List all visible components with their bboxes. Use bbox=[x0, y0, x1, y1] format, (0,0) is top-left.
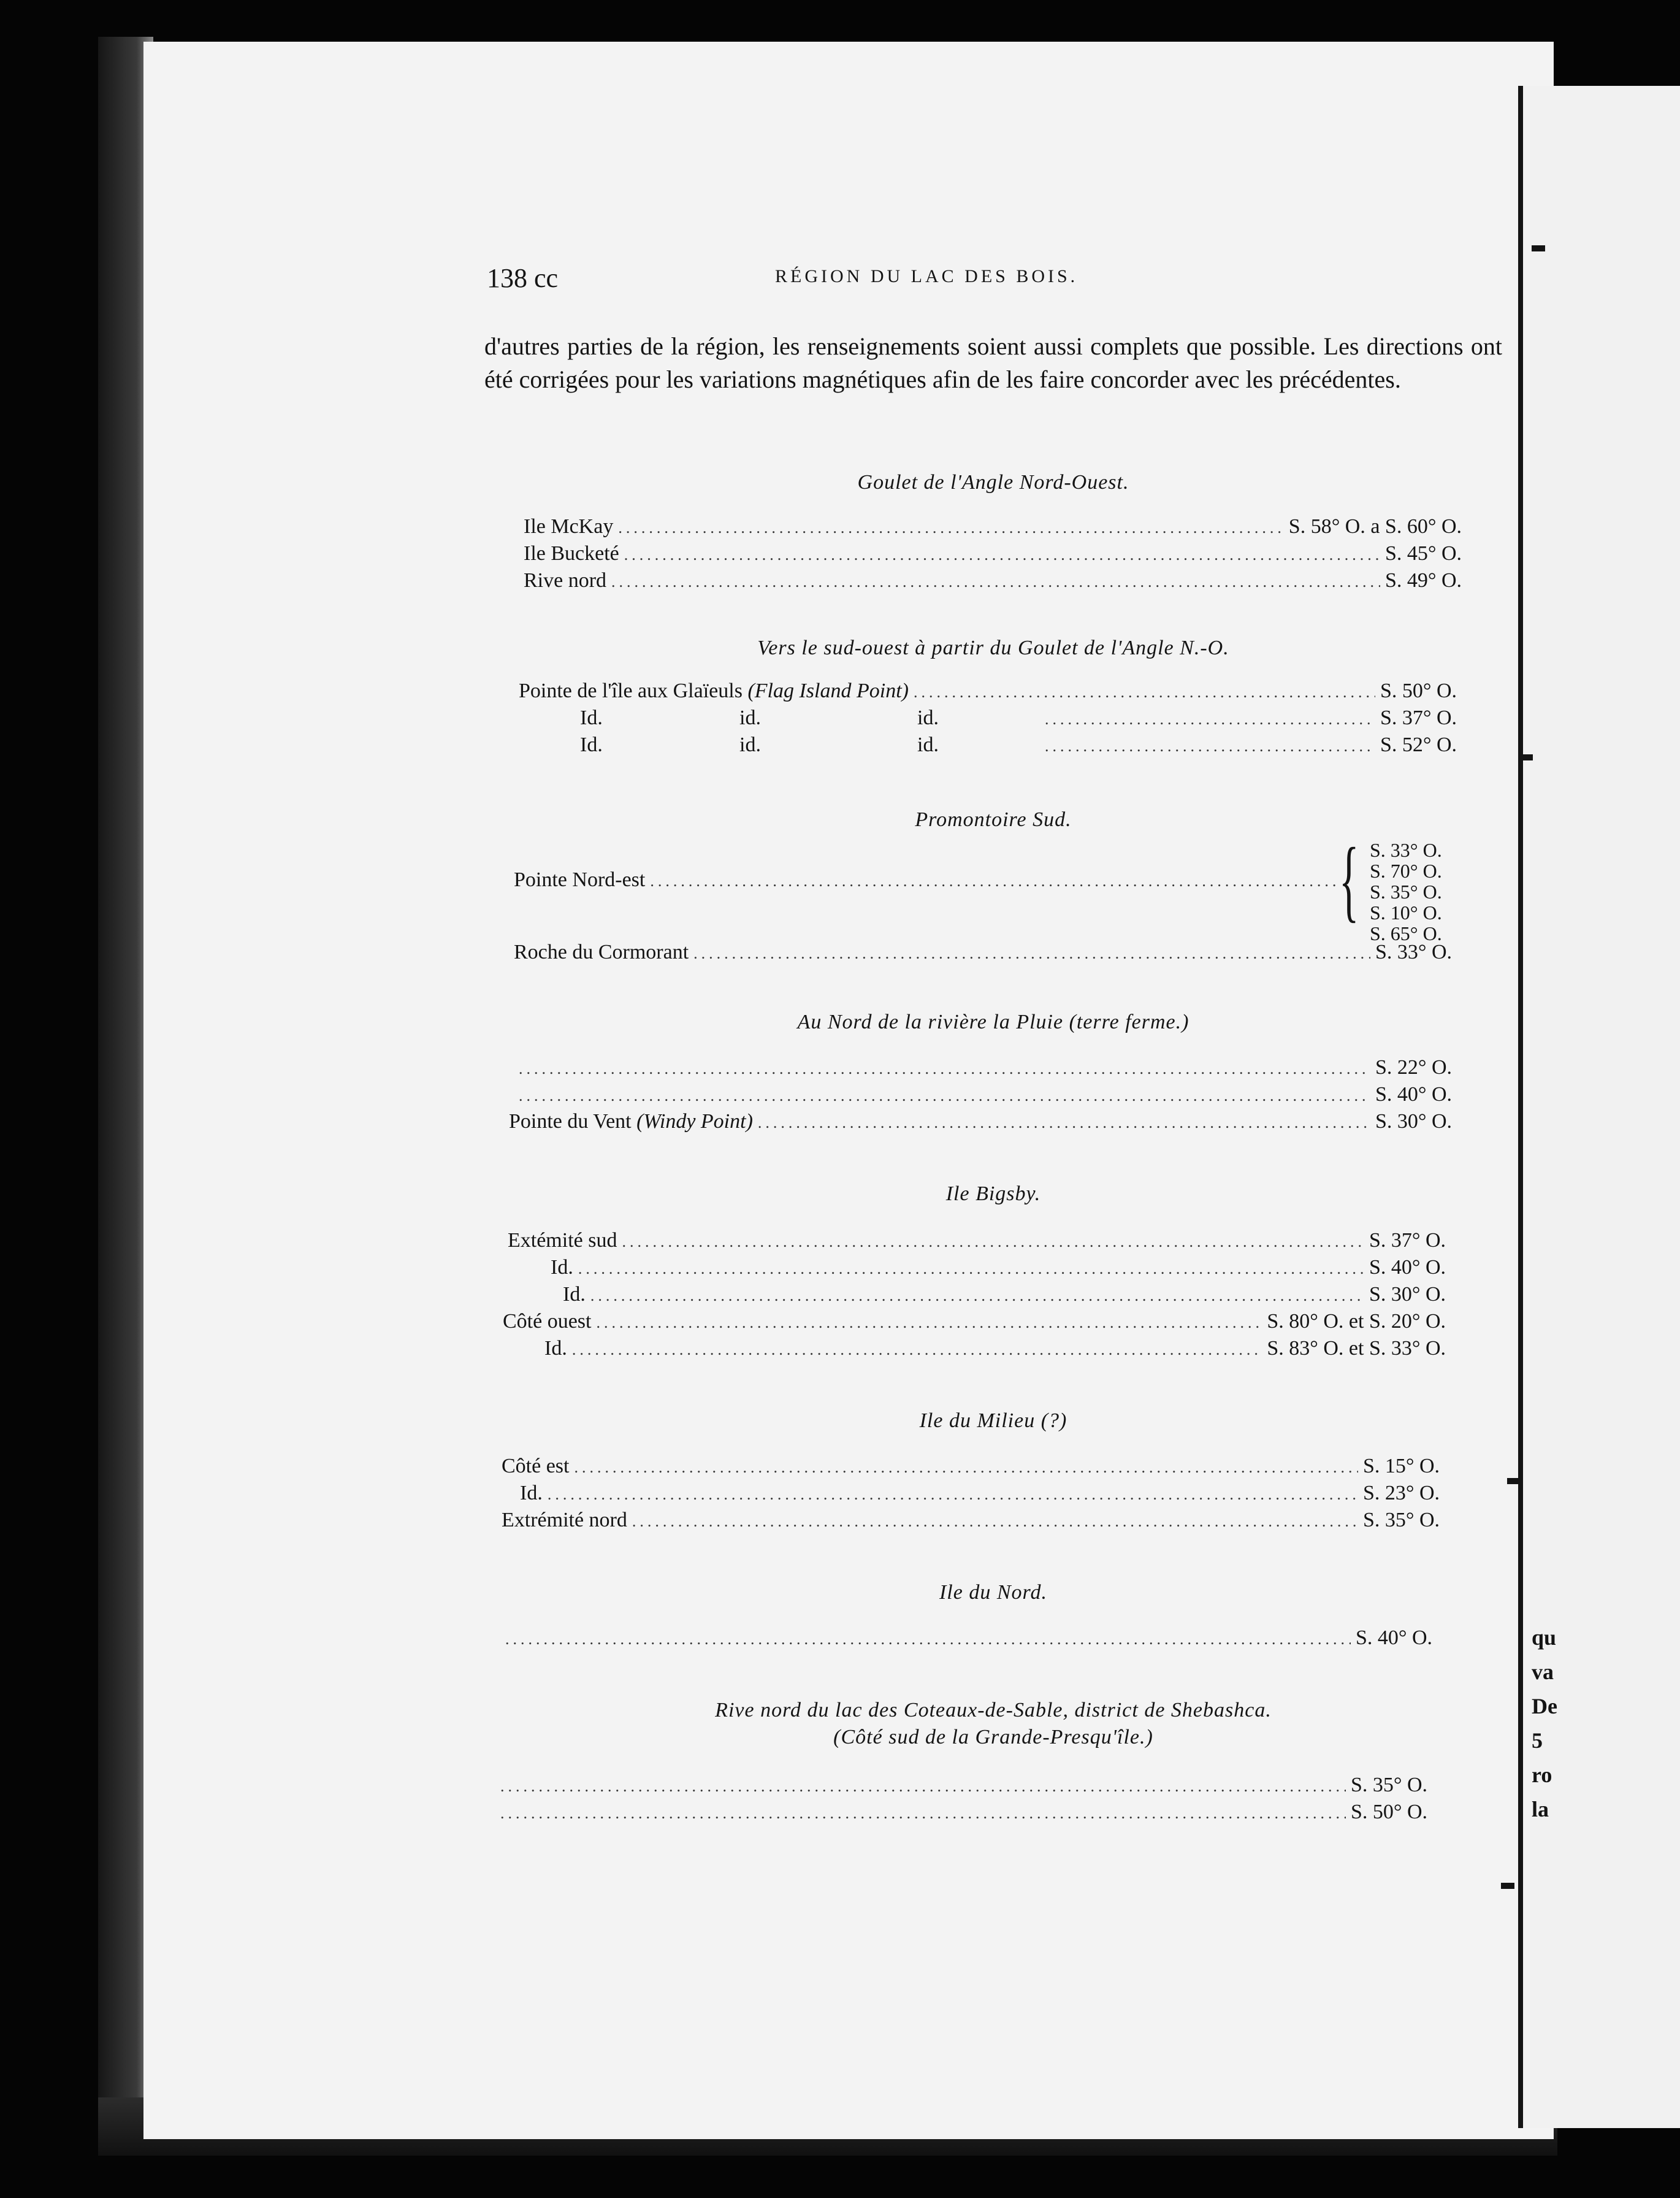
binding-mark bbox=[1501, 1883, 1514, 1889]
section-title-ile-nord: Ile du Nord. bbox=[939, 1581, 1047, 1604]
section-title-goulet: Goulet de l'Angle Nord-Ouest. bbox=[857, 471, 1129, 494]
section-subtitle-grande-presquile: (Côté sud de la Grande-Presqu'île.) bbox=[833, 1726, 1153, 1748]
table-row: ..... S. 40° O. bbox=[514, 1083, 1452, 1110]
table-row: ..... S. 50° O. bbox=[495, 1801, 1427, 1828]
section-title-sud-ouest: Vers le sud-ouest à partir du Goulet de l'Angle N.-O. bbox=[757, 637, 1229, 659]
page-header bbox=[487, 262, 1499, 299]
table-row: ..... S. 35° O. bbox=[495, 1774, 1427, 1801]
table-row: Id. ..... S. 30° O. bbox=[563, 1283, 1446, 1310]
table-row: ..... S. 22° O. bbox=[514, 1056, 1452, 1083]
table-row: Extémité sud ..... S. 37° O. bbox=[508, 1229, 1446, 1256]
scanned-page: 138 cc RÉGION DU LAC DES BOIS. d'autres parties de la région, les renseignements soient aussi complets que possible. Les directions ont été corrigées pour les variations magnétiques afin de les faire concorder avec les précédentes. Goulet de l'Angle Nord-Ouest. Ile McKay ..... S. 58° O. a S. 60° O. Ile Bucketé ..... S. 45° O. Rive nord ..... S. 49° O. Vers le sud-ouest à partir du Goulet de l'Angle N.-O. Pointe de l'île aux Glaïeuls (Flag Island Point) ..... S. 50° O. Id. id. id. ..... S. 37° O. Id. id. id. ..... S. 52° O. Promontoire Sud. Pointe Nord-est ..... { S. 33° O. S. 70° O. S. 35° O. S. 10° O. S. 65° O. Roche du Cormorant ..... S. 33° O. Au Nord de la rivière la Pluie (terre ferme.) ..... S. 22° O. ..... S. 40° O. Pointe du Vent (Windy Point) ..... S. 30° O. Ile Bigsby. Extémité sud ..... S. 37° O. Id. ..... S. 40° O. Id. ..... S. 30° O. Côté ouest ..... S. 80° O. et S. 20° O. Id. ..... S. 83° O. et S. 33° O. Ile du Milieu (?) Côté est ..... S. 15° O. Id. ..... S. 23° O. Extrémité nord ..... S. 35° O. Ile du Nord. ..... S. 40° O. Rive nord du lac des Coteaux-de-Sable, district de Shebashca. (Côté sud de la Grande-Presqu'île.) ..... S. 35° O. ..... S. 50° O. bbox=[143, 42, 1554, 2139]
binding-mark bbox=[1507, 1478, 1521, 1484]
table-row: ..... S. 40° O. bbox=[500, 1626, 1432, 1653]
table-row: Id. ..... S. 23° O. bbox=[520, 1482, 1440, 1509]
section-title-ile-bigsby: Ile Bigsby. bbox=[945, 1182, 1041, 1205]
table-row: Extrémité nord ..... S. 35° O. bbox=[502, 1509, 1440, 1536]
table-row: Côté ouest ..... S. 80° O. et S. 20° O. bbox=[503, 1310, 1446, 1337]
table-row: Pointe du Vent (Windy Point) ..... S. 30° O. bbox=[509, 1110, 1452, 1137]
table-row: Id. ..... S. 83° O. et S. 33° O. bbox=[544, 1337, 1446, 1364]
running-title: RÉGION DU LAC DES BOIS. bbox=[775, 266, 1079, 286]
table-row: Rive nord ..... S. 49° O. bbox=[524, 569, 1462, 596]
table-row: Id. ..... S. 40° O. bbox=[551, 1256, 1446, 1283]
binding-mark bbox=[1519, 754, 1533, 760]
section-title-ile-milieu: Ile du Milieu (?) bbox=[919, 1409, 1067, 1432]
table-row: Côté est ..... S. 15° O. bbox=[502, 1455, 1440, 1482]
page-number: 138 cc bbox=[487, 263, 559, 293]
binding-mark bbox=[1532, 245, 1545, 251]
adjacent-page: qu va De 5 ro la bbox=[1518, 86, 1680, 2128]
table-row: Ile Bucketé ..... S. 45° O. bbox=[524, 542, 1462, 569]
section-title-promontoire: Promontoire Sud. bbox=[915, 808, 1072, 831]
intro-paragraph: d'autres parties de la région, les renseignements soient aussi complets que possible. Les directions ont été corrigées pour les variations magnétiques afin de les faire concorder avec les précédentes. bbox=[484, 332, 1502, 393]
table-row: Pointe de l'île aux Glaïeuls (Flag Island Point) ..... S. 50° O. bbox=[519, 680, 1457, 706]
table-row: Id. id. id. ..... S. 52° O. bbox=[519, 733, 1457, 760]
table-row: Id. id. id. ..... S. 37° O. bbox=[519, 706, 1457, 733]
brace-row-label: Pointe Nord-est ..... bbox=[514, 868, 1342, 895]
table-row: Ile McKay ..... S. 58° O. a S. 60° O. bbox=[524, 515, 1462, 542]
section-title-riviere-pluie: Au Nord de la rivière la Pluie (terre ferme.) bbox=[797, 1011, 1189, 1033]
section-title-coteaux-de-sable: Rive nord du lac des Coteaux-de-Sable, district de Shebashca. bbox=[715, 1699, 1272, 1721]
table-row: Roche du Cormorant ..... S. 33° O. bbox=[514, 941, 1452, 968]
brace-symbol: { bbox=[1339, 829, 1359, 931]
